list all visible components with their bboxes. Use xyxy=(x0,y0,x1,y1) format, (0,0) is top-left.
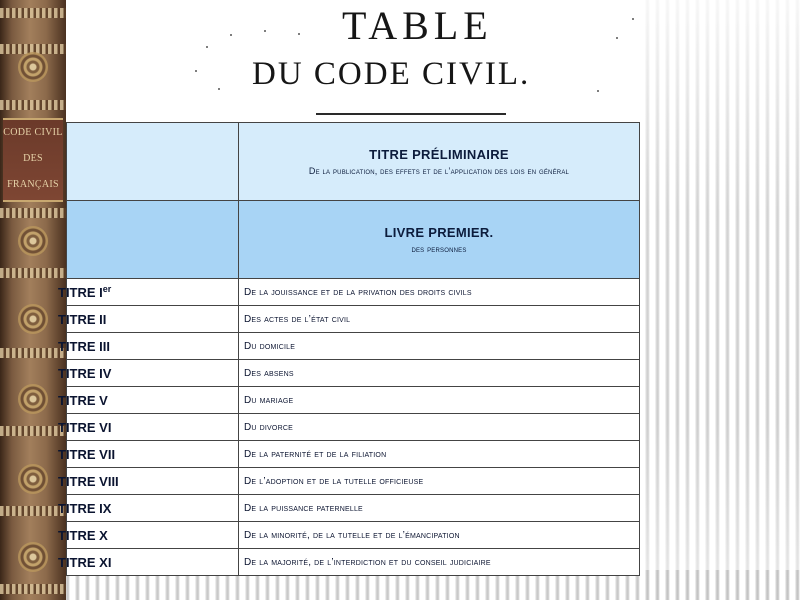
spine-label-line: CODE CIVIL xyxy=(3,127,63,138)
book-spine xyxy=(0,0,66,600)
titre-label[interactable]: TITRE VII xyxy=(58,446,116,462)
titre-description[interactable]: Du mariage xyxy=(239,387,640,414)
titre-label[interactable]: TITRE III xyxy=(58,338,110,354)
section-left-cell xyxy=(67,123,239,201)
section-heading-cell xyxy=(239,201,640,279)
print-speck xyxy=(218,88,220,90)
titre-row[interactable] xyxy=(67,522,640,549)
titre-label[interactable]: TITRE I xyxy=(58,285,103,301)
spine-label-line: FRANÇAIS xyxy=(7,179,59,190)
titre-row[interactable] xyxy=(67,549,640,576)
titre-label-cell[interactable] xyxy=(58,360,239,387)
titre-row[interactable] xyxy=(67,306,640,333)
titre-label-cell[interactable] xyxy=(58,279,239,306)
titre-label[interactable]: TITRE V xyxy=(58,392,108,408)
spine-band xyxy=(0,506,66,516)
titre-description[interactable]: De la puissance paternelle xyxy=(239,495,640,522)
titre-label-cell[interactable] xyxy=(58,387,239,414)
spine-rosette xyxy=(18,542,48,572)
print-speck xyxy=(597,90,599,92)
print-speck xyxy=(206,46,208,48)
spine-band xyxy=(0,208,66,218)
spine-rosette xyxy=(18,52,48,82)
titre-label[interactable]: TITRE VIII xyxy=(58,473,119,489)
titre-label-cell[interactable] xyxy=(58,549,239,576)
titre-description[interactable]: Des absens xyxy=(239,360,640,387)
titre-label-cell[interactable] xyxy=(58,522,239,549)
titre-label[interactable]: TITRE IV xyxy=(58,365,112,381)
spine-rosette xyxy=(18,464,48,494)
spine-band xyxy=(0,584,66,594)
titre-row[interactable] xyxy=(67,441,640,468)
titre-row[interactable] xyxy=(67,468,640,495)
titre-description[interactable]: De la jouissance et de la privation des droits civils xyxy=(239,279,640,306)
titre-row[interactable] xyxy=(67,387,640,414)
spine-band xyxy=(0,268,66,278)
section-subtitle: De la publication, des effets et de l’application des lois en général xyxy=(308,166,570,176)
titre-label[interactable]: TITRE VI xyxy=(58,419,112,435)
section-title: TITRE PRÉLIMINAIRE xyxy=(369,147,509,162)
spine-label-line: DES xyxy=(23,153,43,164)
section-title: LIVRE PREMIER. xyxy=(384,225,494,240)
spine-rosette xyxy=(18,304,48,334)
titre-label[interactable]: TITRE XI xyxy=(58,554,112,570)
titre-description[interactable]: Des actes de l’état civil xyxy=(239,306,640,333)
titre-label[interactable]: TITRE IX xyxy=(58,500,112,516)
titre-description[interactable]: De la minorité, de la tutelle et de l’émancipation xyxy=(239,522,640,549)
titre-label[interactable]: TITRE X xyxy=(58,527,108,543)
spine-band xyxy=(0,8,66,18)
titre-row[interactable] xyxy=(67,495,640,522)
section-left-cell xyxy=(67,201,239,279)
titre-label-cell[interactable] xyxy=(58,495,239,522)
spine-band xyxy=(0,348,66,358)
titre-description[interactable]: De l’adoption et de la tutelle officieuse xyxy=(239,468,640,495)
titre-label[interactable]: TITRE II xyxy=(58,311,107,327)
print-speck xyxy=(230,34,232,36)
section-row-livre-premier xyxy=(67,201,640,279)
spine-band xyxy=(0,426,66,436)
titre-label-cell[interactable] xyxy=(58,306,239,333)
titre-description[interactable]: Du divorce xyxy=(239,414,640,441)
titre-label-cell[interactable] xyxy=(58,333,239,360)
titre-description[interactable]: De la paternité et de la filiation xyxy=(239,441,640,468)
spine-band xyxy=(0,100,66,110)
spine-label xyxy=(3,118,63,202)
titre-label-cell[interactable] xyxy=(58,468,239,495)
title-rule xyxy=(316,113,506,115)
print-speck xyxy=(616,37,618,39)
title-heading: TABLE xyxy=(342,3,493,48)
table-viewport xyxy=(58,122,640,570)
section-heading-cell xyxy=(239,123,640,201)
titre-description[interactable]: Du domicile xyxy=(239,333,640,360)
spine-rosette xyxy=(18,384,48,414)
title-subheading: DU CODE CIVIL. xyxy=(252,56,531,92)
print-speck xyxy=(195,70,197,72)
titre-label-cell[interactable] xyxy=(58,441,239,468)
background-fade xyxy=(640,0,800,600)
toc-table xyxy=(58,122,640,576)
section-row-preliminaire xyxy=(67,123,640,201)
title-image xyxy=(66,0,640,122)
titre-description[interactable]: De la majorité, de l’interdiction et du conseil judiciaire xyxy=(239,549,640,576)
titre-label-cell[interactable] xyxy=(58,414,239,441)
titre-row[interactable] xyxy=(67,414,640,441)
print-speck xyxy=(264,30,266,32)
section-subtitle: des personnes xyxy=(411,244,467,254)
titre-row[interactable] xyxy=(67,279,640,306)
titre-row[interactable] xyxy=(67,333,640,360)
titre-row[interactable] xyxy=(67,360,640,387)
titre-label-sup: er xyxy=(102,283,112,294)
print-speck xyxy=(632,18,634,20)
spine-rosette xyxy=(18,226,48,256)
print-speck xyxy=(298,33,300,35)
